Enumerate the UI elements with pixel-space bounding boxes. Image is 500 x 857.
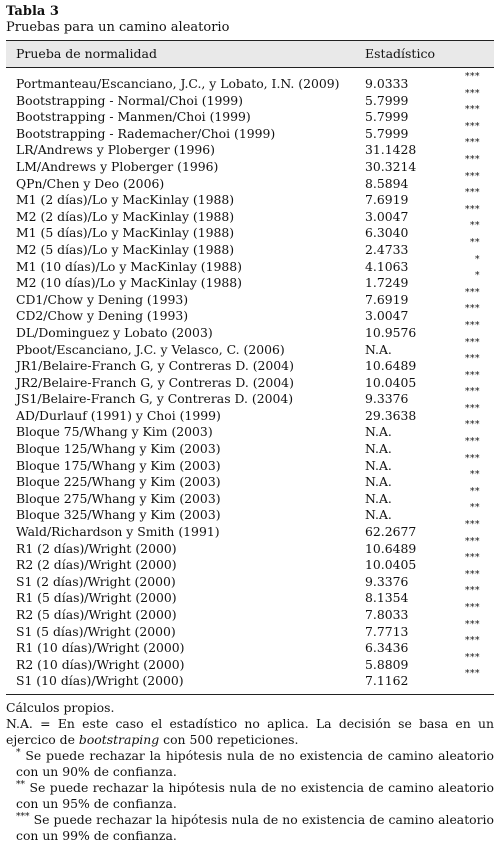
row-significance: *** [465,387,480,398]
row-test-name: M2 (10 días)/Lo y MacKinlay (1988) [16,275,242,291]
row-significance: *** [465,105,480,116]
table-row [6,287,494,309]
row-significance: * [475,254,480,265]
row-significance: *** [465,370,480,381]
row-statistic: 7.7713 [365,623,409,639]
row-test-name: QPn/Chen y Deo (2006) [16,175,165,191]
table-row [6,72,494,93]
row-test-name: Bootstrapping - Rademacher/Choi (1999) [16,125,276,141]
row-significance: ** [470,486,480,497]
table-row [6,420,494,441]
table-row [6,304,494,325]
row-test-name: CD2/Chow y Dening (1993) [16,308,189,324]
table-row [6,105,494,126]
header-stat: Estadístico [365,46,435,61]
row-statistic: N.A. [365,507,392,523]
row-test-name: R1 (2 días)/Wright (2000) [16,540,177,556]
row-test-name: JR2/Belaire-Franch G, y Contreras D. (2004) [16,374,294,390]
row-test-name: M1 (2 días)/Lo y MacKinlay (1988) [16,192,235,208]
table-row [6,171,494,193]
row-statistic: 3.0047 [365,208,409,224]
row-test-name: LM/Andrews y Ploberger (1996) [16,158,219,174]
note-sig-95-text: Se puede rechazar la hipótesis nula de no existencia de camino aleatorio con un 95% de confianza. [16,779,494,811]
row-statistic: 2.4733 [365,241,409,257]
row-statistic: 5.8809 [365,656,409,672]
row-significance: *** [465,337,480,348]
table-row [6,88,494,110]
row-test-name: S1 (2 días)/Wright (2000) [16,573,176,589]
note-source: Cálculos propios. [6,699,115,715]
row-significance: *** [465,586,480,597]
row-test-name: JR1/Belaire-Franch G, y Contreras D. (2004) [16,358,294,374]
row-significance: *** [465,88,480,99]
table-row [6,503,494,524]
note-na-rest: con 500 repeticiones. [159,731,299,747]
row-significance: *** [465,652,480,663]
table-row [6,138,494,159]
header-test: Prueba de normalidad [16,46,157,61]
row-significance: *** [465,204,480,215]
row-statistic: N.A. [365,474,392,490]
row-statistic: N.A. [365,490,392,506]
row-test-name: M2 (2 días)/Lo y MacKinlay (1988) [16,208,235,224]
row-statistic: 10.6489 [365,540,417,556]
note-sig-90-mark: * [16,747,21,758]
row-statistic: 31.1428 [365,142,417,158]
row-significance: ** [470,237,480,248]
row-statistic: 4.1063 [365,258,409,274]
row-significance: *** [465,453,480,464]
row-statistic: 10.6489 [365,358,417,374]
table-row [6,403,494,425]
table-body [6,68,494,690]
row-test-name: Bloque 125/Whang y Kim (2003) [16,441,221,457]
row-significance: *** [465,420,480,431]
table-row [6,553,494,574]
table-row [6,636,494,657]
table-row [6,470,494,491]
row-test-name: Bloque 225/Whang y Kim (2003) [16,474,221,490]
row-test-name: Pboot/Escanciano, J.C. y Velasco, C. (2006) [16,341,285,357]
row-test-name: S1 (10 días)/Wright (2000) [16,673,184,689]
row-test-name: Wald/Richardson y Smith (1991) [16,524,220,540]
table-row [6,221,494,242]
row-significance: ** [470,503,480,514]
row-statistic: 30.3214 [365,158,417,174]
note-na-italic: bootstraping [78,731,160,747]
row-test-name: JS1/Belaire-Franch G, y Contreras D. (2004) [16,391,294,407]
table-row [6,370,494,392]
table-row [6,237,494,259]
row-significance: *** [465,320,480,331]
row-test-name: Bloque 75/Whang y Kim (2003) [16,424,213,440]
row-statistic: 5.7999 [365,109,409,125]
row-statistic: 7.6919 [365,291,409,307]
row-test-name: R2 (5 días)/Wright (2000) [16,607,177,622]
row-significance: *** [465,304,480,315]
row-test-name: Bloque 275/Whang y Kim (2003) [16,490,221,506]
table-row [6,569,494,591]
row-test-name: M2 (5 días)/Lo y MacKinlay (1988) [16,241,235,257]
row-significance: *** [465,138,480,149]
row-significance: *** [465,520,480,531]
row-test-name: R2 (2 días)/Wright (2000) [16,557,177,573]
table-row [6,204,494,226]
table-row [6,271,494,292]
row-statistic: 9.0333 [365,76,409,91]
table-row [6,652,494,674]
row-statistic: 10.0405 [365,557,417,573]
row-statistic: 29.3638 [365,407,417,423]
note-sig-90-text: Se puede rechazar la hipótesis nula de no existencia de camino aleatorio con un 90% de confianza. [16,747,494,779]
note-sig-90 [6,748,494,780]
row-test-name: Bootstrapping - Manmen/Choi (1999) [16,109,251,125]
row-significance: *** [465,354,480,365]
row-statistic: 6.3436 [365,640,409,656]
table-header [6,40,494,68]
table-row [6,320,494,342]
row-test-name: DL/Dominguez y Lobato (2003) [16,324,213,340]
row-significance: *** [465,569,480,580]
row-test-name: R1 (5 días)/Wright (2000) [16,590,177,606]
row-test-name: S1 (5 días)/Wright (2000) [16,623,176,639]
table-row [6,586,494,607]
row-test-name: R2 (10 días)/Wright (2000) [16,656,185,672]
row-significance: *** [465,536,480,547]
row-statistic: 6.3040 [365,225,409,241]
row-significance: *** [465,171,480,182]
row-statistic: 62.2677 [365,524,417,540]
table-row [6,354,494,375]
table-row [6,536,494,558]
row-statistic: 3.0047 [365,308,409,324]
row-test-name: LR/Andrews y Ploberger (1996) [16,142,215,158]
table-row [6,520,494,541]
table-row [6,453,494,475]
row-test-name: Bloque 175/Whang y Kim (2003) [16,457,221,473]
table-row [6,437,494,458]
row-significance: *** [465,188,480,199]
row-test-name: M1 (10 días)/Lo y MacKinlay (1988) [16,258,242,274]
note-na [6,716,494,748]
row-statistic: N.A. [365,341,392,357]
row-statistic: 1.7249 [365,275,409,291]
row-statistic: 8.5894 [365,175,409,191]
row-statistic: N.A. [365,457,392,473]
table-row [6,619,494,641]
row-significance: * [475,271,480,282]
row-significance: *** [465,553,480,564]
table-row [6,669,494,690]
table-row [6,121,494,143]
row-significance: *** [465,154,480,165]
row-statistic: 8.1354 [365,590,409,606]
table-row [6,387,494,408]
table-notes [6,695,494,844]
row-test-name: Bloque 325/Whang y Kim (2003) [16,507,221,523]
row-statistic: 7.8033 [365,607,409,622]
row-significance: *** [465,437,480,448]
row-statistic: 5.7999 [365,125,409,141]
row-statistic: 9.3376 [365,573,409,589]
row-significance: *** [465,636,480,647]
row-statistic: 5.7999 [365,92,409,108]
row-significance: ** [470,221,480,232]
note-sig-99-text: Se puede rechazar la hipótesis nula de no existencia de camino aleatorio con un 99% de confianza. [16,811,494,843]
row-statistic: 10.0405 [365,374,417,390]
row-significance: *** [465,72,480,82]
table-subtitle: Pruebas para un camino aleatorio [6,20,230,35]
row-significance: *** [465,121,480,132]
row-statistic: N.A. [365,424,392,440]
note-sig-99 [6,812,494,844]
row-test-name: M1 (5 días)/Lo y MacKinlay (1988) [16,225,235,241]
row-significance: *** [465,603,480,613]
note-sig-99-mark: *** [16,811,30,822]
note-sig-95 [6,780,494,812]
table-row [6,254,494,276]
row-significance: *** [465,287,480,298]
row-significance: *** [465,619,480,630]
row-test-name: R1 (10 días)/Wright (2000) [16,640,185,656]
table-row [6,486,494,508]
row-test-name: AD/Durlauf (1991) y Choi (1999) [16,407,221,423]
note-na-text: N.A. = En este caso el estadístico no aplica. La decisión se basa en un ejercico de [6,715,494,747]
row-significance: *** [465,669,480,680]
table-row [6,188,494,209]
note-sig-95-mark: ** [16,779,25,790]
row-test-name: Bootstrapping - Normal/Choi (1999) [16,92,243,108]
row-test-name: Portmanteau/Escanciano, J.C., y Lobato, I.N. (2009) [16,76,340,91]
row-statistic: 10.9576 [365,324,417,340]
table-title: Tabla 3 [6,4,59,19]
row-significance: *** [465,403,480,414]
row-statistic: 7.1162 [365,673,409,689]
row-test-name: CD1/Chow y Dening (1993) [16,291,189,307]
row-significance: ** [470,470,480,481]
row-statistic: N.A. [365,441,392,457]
row-statistic: 9.3376 [365,391,409,407]
table-row [6,337,494,359]
table-row [6,603,494,624]
table-row [6,154,494,176]
row-statistic: 7.6919 [365,192,409,208]
